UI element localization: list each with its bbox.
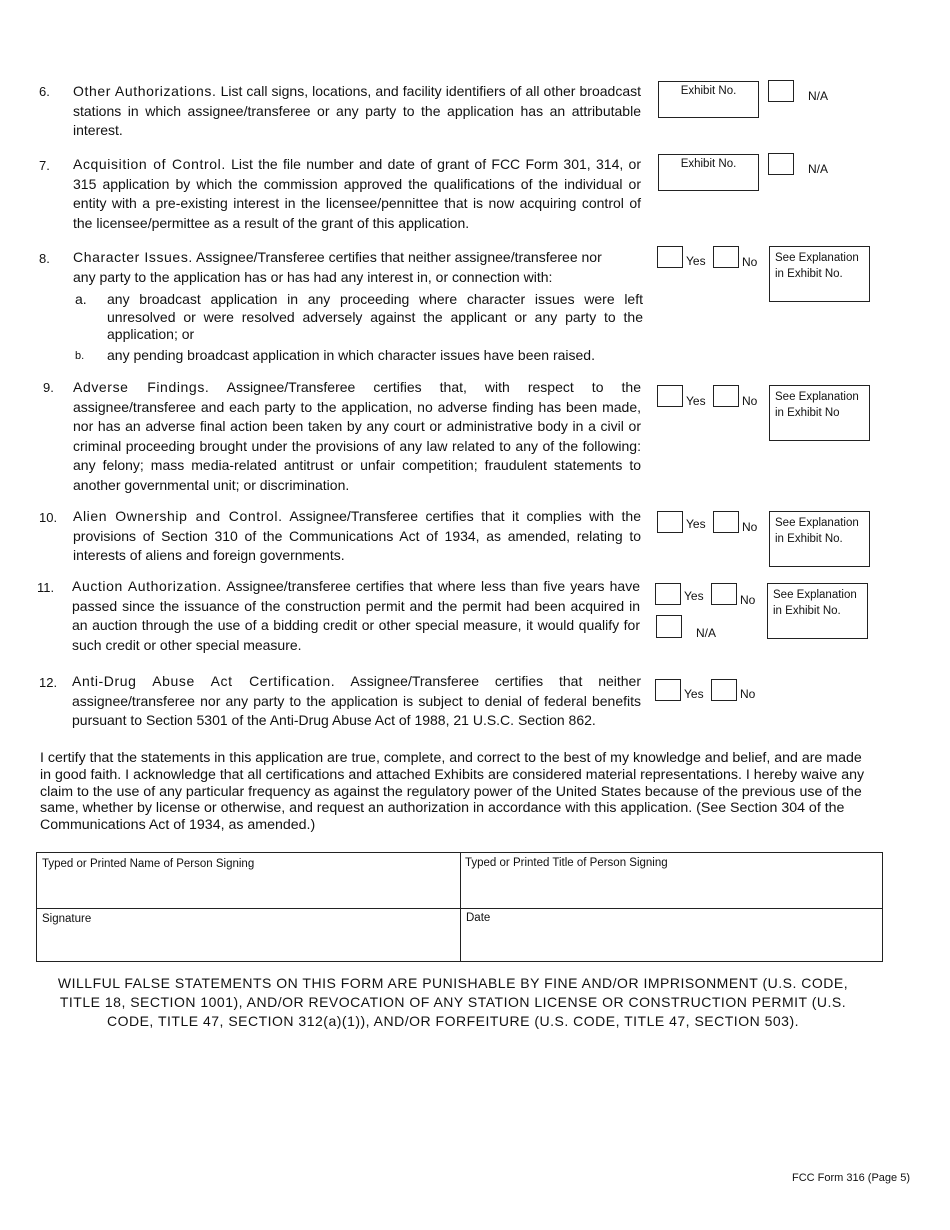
item-10-number: 10. [39, 510, 58, 525]
item-10-explanation-field[interactable] [769, 511, 870, 567]
signature-label: Signature [42, 913, 92, 925]
item-8-number: 8. [39, 251, 50, 266]
title-field[interactable] [461, 853, 882, 908]
signature-field[interactable] [37, 909, 460, 961]
item-9-body: Assignee/Transferee certifies that, with respect to the assignee/transferee and each party to the application, no adverse finding has been made, nor has an adverse final action been taken by any court or administrative body in a civil or criminal proceeding brought under the provisions of any law related to any of the following: any felony; mass media-related antitrust or unfair competition; fraudulent statements to another governmental unit; or discrimination. [73, 379, 641, 493]
item-8a-text: any broadcast application in any proceeding where character issues were left unresolved or were resolved adversely against the applicant or any party to the application; or [107, 291, 643, 342]
item-12-number: 12. [39, 675, 58, 690]
item-6-na-label: N/A [808, 89, 829, 103]
item-11-na-checkbox[interactable] [656, 615, 682, 638]
item-8-no-label: No [742, 255, 758, 269]
item-6-heading: Other Authorizations. [73, 83, 217, 99]
item-9-no-checkbox[interactable] [713, 385, 739, 407]
item-10-text [73, 507, 641, 566]
item-12-heading: Anti-Drug Abuse Act Certification. [72, 673, 336, 689]
item-11-number: 11. [37, 580, 55, 595]
false-statement-warning: WILLFUL FALSE STATEMENTS ON THIS FORM ARE PUNISHABLE BY FINE AND/OR IMPRISONMENT (U.S. CODE, TITLE 18, SECTION 1001), AND/OR REVOCATION OF ANY STATION LICENSE OR CONSTRUCTION PERMIT (U.S. CODE, TITLE 47, SECTION 312(a)(1)), AND/OR FORFEITURE (U.S. CODE, TITLE 47, SECTION 503). [57, 975, 849, 1029]
item-8b-marker: b. [75, 350, 85, 362]
page-footer: FCC Form 316 (Page 5) [792, 1172, 910, 1184]
item-11-no-label: No [740, 593, 756, 607]
item-6-text [73, 82, 641, 141]
item-12-no-checkbox[interactable] [711, 679, 737, 701]
item-11-explanation-label: See Explanation in Exhibit No. [773, 589, 857, 617]
item-8-yes-label: Yes [686, 254, 706, 268]
item-9-number: 9. [43, 380, 54, 395]
certification-statement: I certify that the statements in this application are true, complete, and correct to the best of my knowledge and belief, and are made in good faith. I acknowledge that all certifications and attached Exhibits are considered material representations. I hereby waive any claim to the use of any particular frequency as against the regulatory power of the United States because of the previous use of the same, whether by license or otherwise, and request an authorization in accordance with this application. (See Section 304 of the Communications Act of 1934, as amended.) [40, 750, 865, 834]
item-12-yes-checkbox[interactable] [655, 679, 681, 701]
name-label: Typed or Printed Name of Person Signing [42, 858, 255, 870]
item-7-number: 7. [39, 158, 50, 173]
item-8b-text: any pending broadcast application in which character issues have been raised. [107, 347, 595, 363]
item-7-exhibit-field[interactable] [658, 154, 759, 191]
item-10-heading: Alien Ownership and Control. [73, 508, 283, 524]
item-8-explanation-field[interactable] [769, 246, 870, 302]
item-9-yes-checkbox[interactable] [657, 385, 683, 407]
item-11-yes-label: Yes [684, 589, 704, 603]
item-9-explanation-label: See Explanation in Exhibit No [775, 391, 859, 419]
signature-table [36, 852, 883, 962]
item-7-body: List the file number and date of grant of FCC Form 301, 314, or 315 application by which the commission approved the qualifications of the individual or entity with a pre-existing interest in the licensee/pennittee that is now acquiring control of the licensee/permittee as a result of the grant of this application. [73, 156, 641, 231]
item-6-na-checkbox[interactable] [768, 80, 794, 102]
item-8-body: Assignee/Transferee certifies that neither assignee/transferee nor any party to the application has or has had any interest in, or connection with: [73, 249, 602, 285]
item-6-exhibit-label: Exhibit No. [680, 85, 737, 97]
item-12-body: Assignee/Transferee certifies that neither assignee/transferee nor any party to the application is subject to denial of federal benefits pursuant to Section 5301 of the Anti-Drug Abuse Act of 1988, 21 U.S.C. Section 862. [72, 673, 642, 728]
item-11-body: Assignee/transferee certifies that where less than five years have passed since the issuance of the construction permit and the permit had been acquired in an auction through the use of a bidding credit or other special measure, it would qualify for such credit or other special measure. [72, 578, 640, 653]
item-8-yes-checkbox[interactable] [657, 246, 683, 268]
item-11-yes-checkbox[interactable] [655, 583, 681, 605]
item-7-heading: Acquisition of Control. [73, 156, 226, 172]
item-8-heading: Character Issues. [73, 249, 193, 265]
item-11-no-checkbox[interactable] [711, 583, 737, 605]
item-8-explanation-label: See Explanation in Exhibit No. [775, 252, 859, 280]
item-10-yes-label: Yes [686, 517, 706, 531]
item-10-yes-checkbox[interactable] [657, 511, 683, 533]
item-9-no-label: No [742, 394, 758, 408]
item-7-na-label: N/A [808, 162, 829, 176]
item-6-exhibit-field[interactable] [658, 81, 759, 118]
item-9-text [73, 378, 641, 495]
date-label: Date [466, 912, 491, 924]
item-9-yes-label: Yes [686, 394, 706, 408]
item-10-no-checkbox[interactable] [713, 511, 739, 533]
item-6-body: List call signs, locations, and facility identifiers of all other broadcast stations in which assignee/transferee or any party to the application has an attributable interest. [73, 83, 641, 138]
item-7-na-checkbox[interactable] [768, 153, 794, 175]
item-11-explanation-field[interactable] [767, 583, 868, 639]
item-11-heading: Auction Authorization. [72, 578, 222, 594]
date-field[interactable] [461, 909, 882, 961]
item-9-heading: Adverse Findings. [73, 379, 210, 395]
item-10-explanation-label: See Explanation in Exhibit No. [775, 517, 859, 545]
name-field[interactable] [37, 853, 460, 908]
item-6-number: 6. [39, 84, 50, 99]
item-12-no-label: No [740, 687, 756, 701]
item-11-text [72, 577, 640, 655]
item-8-no-checkbox[interactable] [713, 246, 739, 268]
item-8-text [73, 248, 628, 287]
item-10-no-label: No [742, 520, 758, 534]
item-7-text [73, 155, 641, 233]
item-8a-marker: a. [75, 291, 87, 307]
item-7-exhibit-label: Exhibit No. [680, 158, 737, 170]
item-9-explanation-field[interactable] [769, 385, 870, 441]
item-12-text [72, 672, 641, 731]
item-11-na-label: N/A [696, 626, 717, 640]
item-12-yes-label: Yes [684, 687, 704, 701]
title-label: Typed or Printed Title of Person Signing [465, 857, 668, 869]
item-10-body: Assignee/Transferee certifies that it complies with the provisions of Section 310 of the Communications Act of 1934, as amended, relating to interests of aliens and foreign governments. [73, 508, 641, 563]
